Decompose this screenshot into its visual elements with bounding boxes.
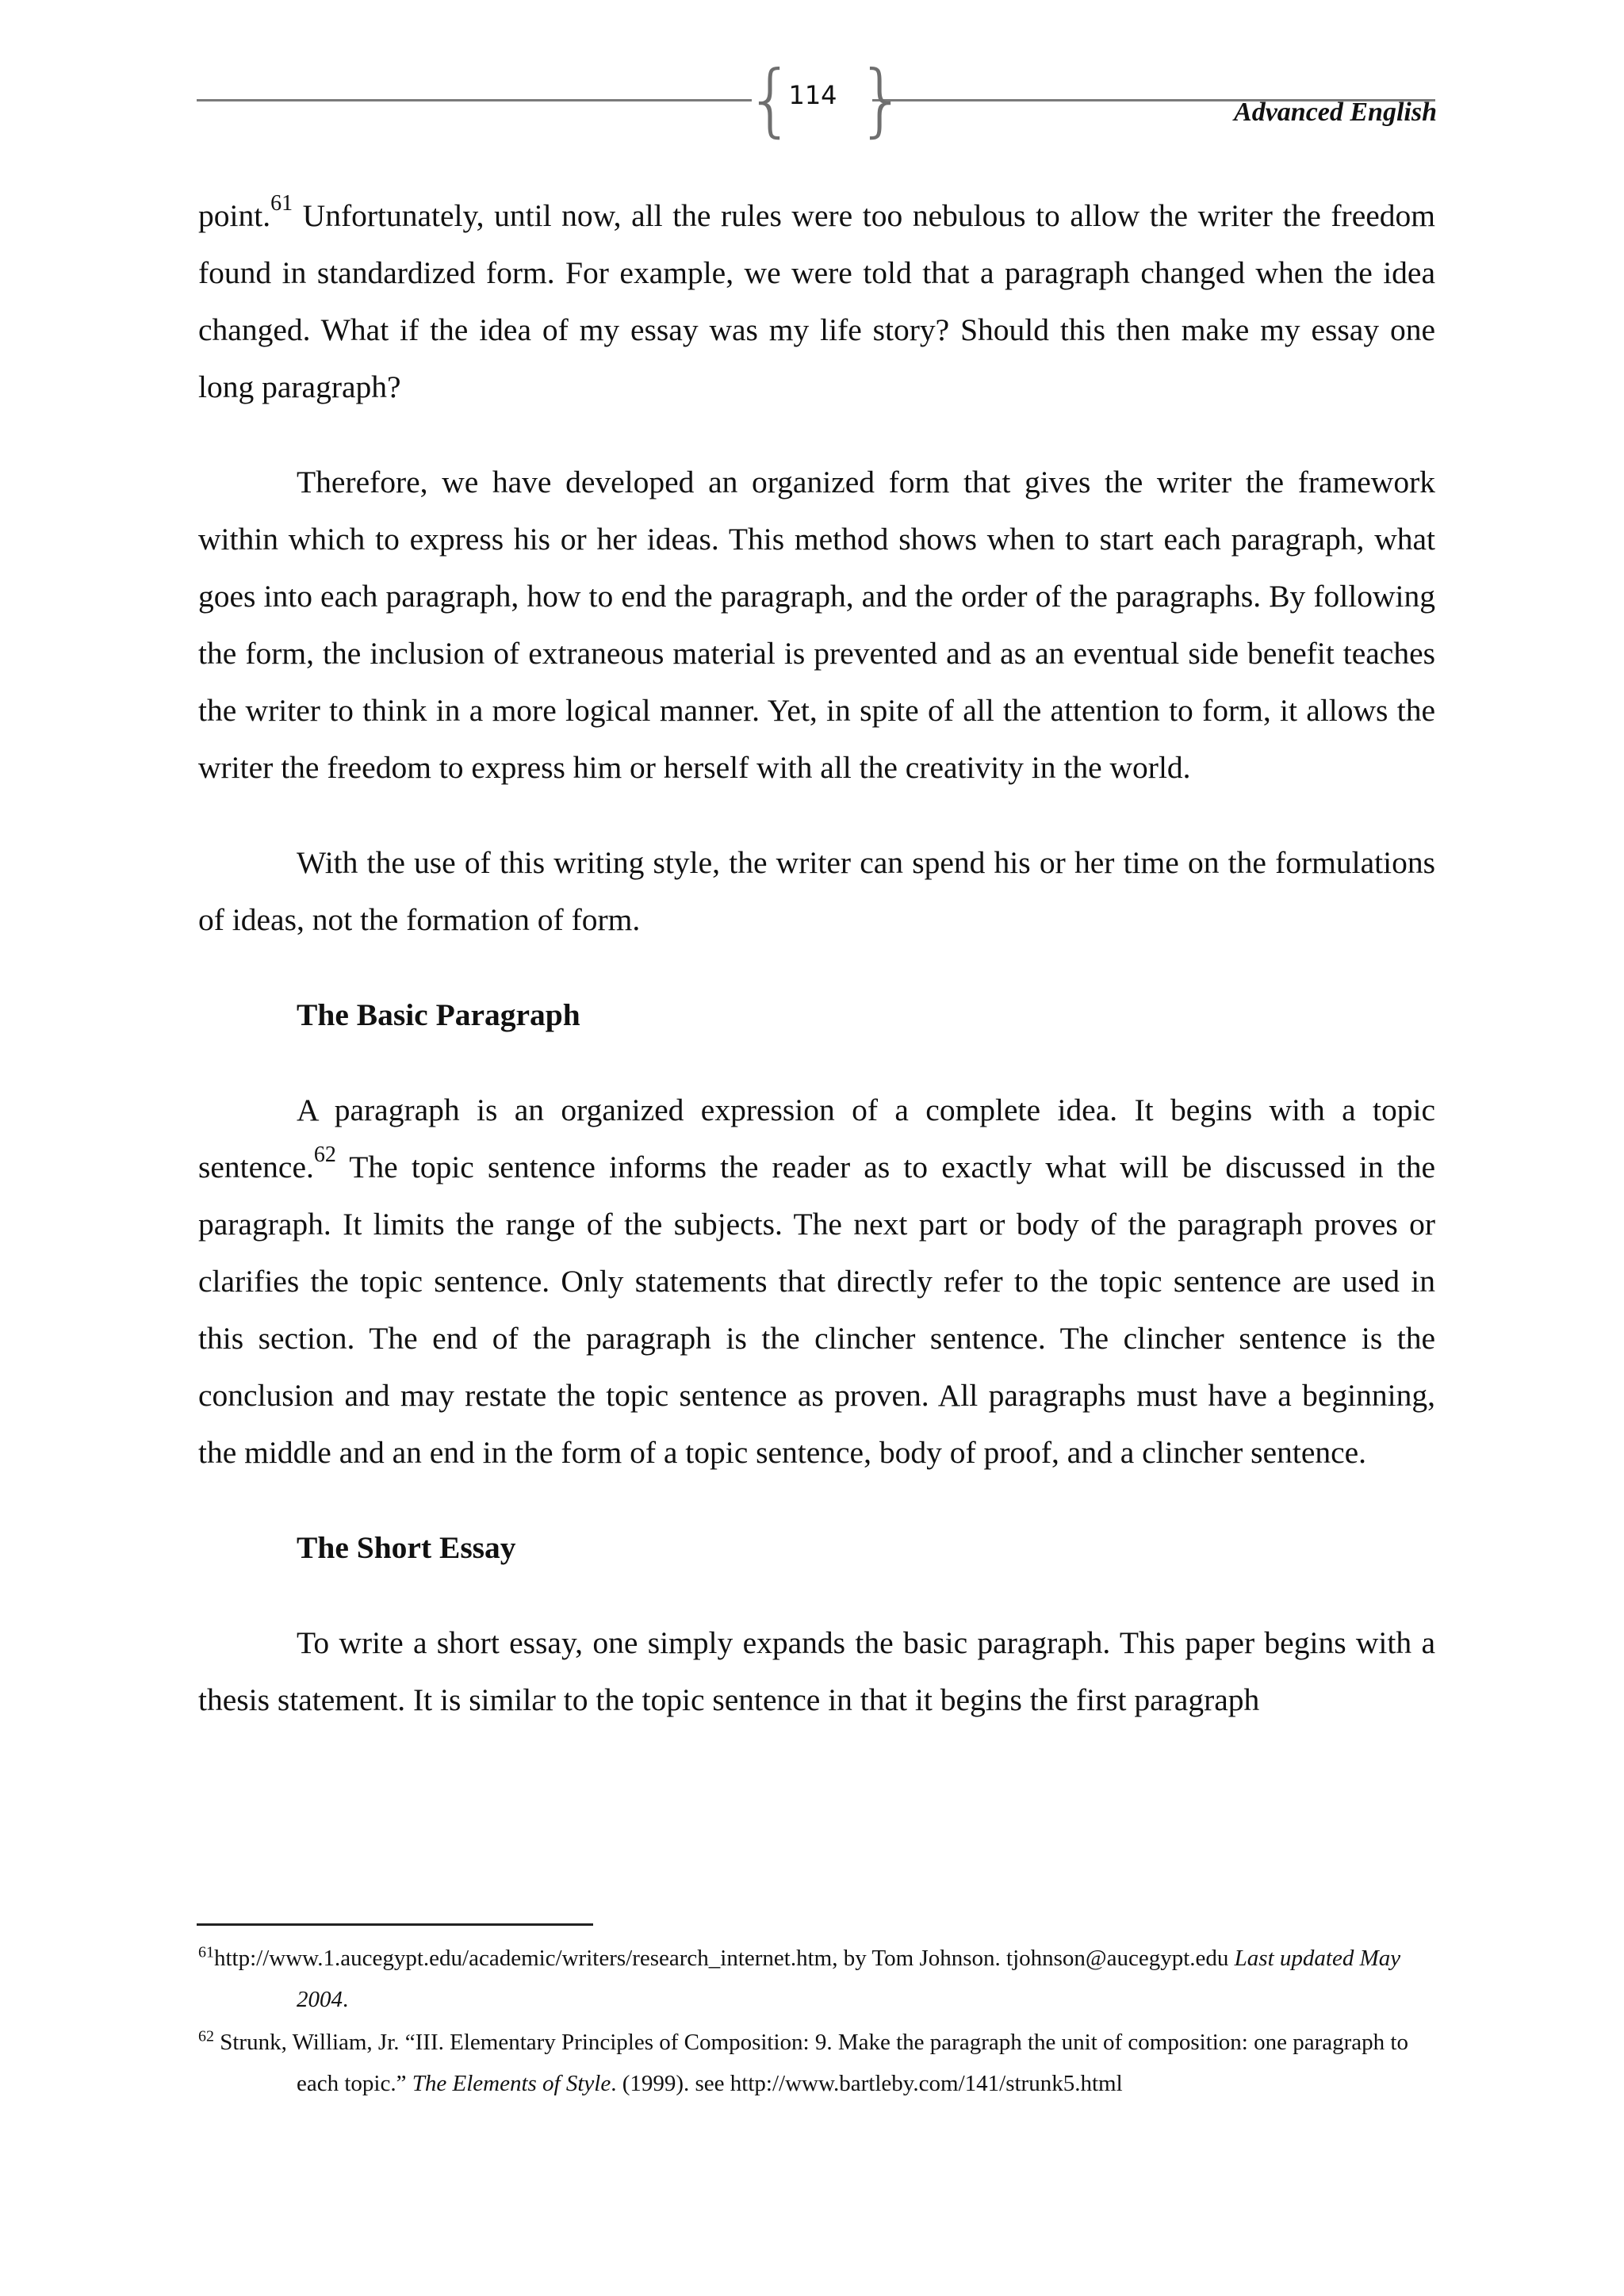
paragraph-1-start: point. (198, 198, 271, 233)
section-heading-short-essay: The Short Essay (297, 1530, 516, 1565)
paragraph-2: Therefore, we have developed an organized form that gives the writer the framework within which to express his or her ideas. This method shows when to start each paragraph, what goes into each paragraph, how to end the paragraph, and the order of the paragraphs. By following the form, the inclusion of extraneous material is prevented and as an eventual side benefit teaches the writer to think in a more logical manner. Yet, in spite of all the attention to form, it allows the writer the freedom to express him or herself with all the creativity in the world. (198, 465, 1435, 785)
paragraph-5: To write a short essay, one simply expands the basic paragraph. This paper begins with a thesis statement. It is similar to the topic sentence in that it begins the first paragraph (198, 1625, 1435, 1717)
page-number: 114 (788, 80, 837, 110)
footnote-tail: . (1999). see http://www.bartleby.com/141/strunk5.html (611, 2071, 1123, 2096)
paragraph-4-start: A paragraph is an organized expression of a complete idea. It begins with a topic sentence. (198, 1093, 1435, 1184)
footnote-ref-62[interactable]: 62 (313, 1142, 336, 1167)
footnotes (198, 1938, 1435, 2104)
footnote-tail: . (343, 1987, 349, 2012)
footnote-italic: The Elements of Style (412, 2071, 611, 2096)
footnote-61 (198, 1938, 1435, 2020)
paragraph-4-rest: The topic sentence informs the reader as to exactly what will be discussed in the paragraph. It limits the range of the subjects. The next part or body of the paragraph proves or clarifies the topic sentence. Only statements that directly refer to the topic sentence are used in this section. The end of the paragraph is the clincher sentence. The clincher sentence is the conclusion and may restate the topic sentence as proven. All paragraphs must have a beginning, the middle and an end in the form of a topic sentence, body of proof, and a clincher sentence. (198, 1150, 1435, 1470)
footnote-ref-61[interactable]: 61 (270, 190, 293, 216)
header-rule-left (197, 99, 752, 101)
footnote-number: 62 (198, 2027, 214, 2045)
paragraph-4 (198, 1081, 1435, 1481)
footnote-italic: Last updated May 2004 (297, 1946, 1401, 2012)
open-brace-icon: { (745, 53, 796, 146)
paragraph-1 (198, 187, 1435, 415)
paragraph-3: With the use of this writing style, the writer can spend his or her time on the formulations of ideas, not the formation of form. (198, 845, 1435, 937)
footnote-text: http://www.1.aucegypt.edu/academic/writers/research_internet.htm, by Tom Johnson. tjohnson@aucegypt.edu (214, 1946, 1235, 1971)
running-title: Advanced English (1234, 98, 1437, 127)
footnote-text: Strunk, William, Jr. “III. Elementary Principles of Composition: 9. Make the paragraph the unit of composition: one paragraph to each topic.” (214, 2030, 1408, 2096)
footnote-separator (197, 1923, 593, 1926)
close-brace-icon: } (856, 53, 907, 146)
paragraph-1-rest: Unfortunately, until now, all the rules were too nebulous to allow the writer the freedom found in standardized form. For example, we were told that a paragraph changed when the idea changed. What if the idea of my essay was my life story? Should this then make my essay one long paragraph? (198, 198, 1435, 404)
section-heading-basic-paragraph: The Basic Paragraph (297, 997, 580, 1032)
footnote-62 (198, 2022, 1435, 2104)
page-body (198, 187, 1435, 1728)
footnote-number: 61 (198, 1943, 214, 1961)
